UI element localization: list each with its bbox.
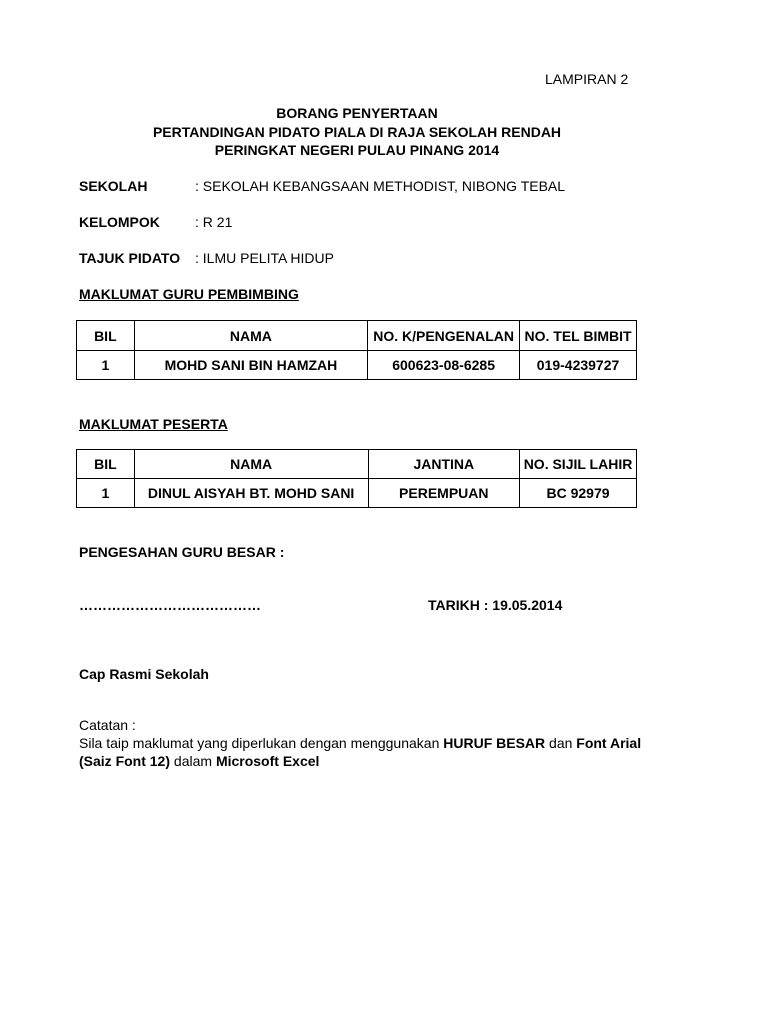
- column-header: BIL: [77, 450, 135, 479]
- catatan-line-2: [79, 753, 319, 769]
- tajuk-label: TAJUK PIDATO: [79, 250, 181, 266]
- table-cell: PEREMPUAN: [368, 479, 520, 508]
- form-subtitle-2: PERINGKAT NEGERI PULAU PINANG 2014: [214, 142, 500, 158]
- column-header: BIL: [77, 321, 135, 351]
- signature-line: …………………………………: [79, 597, 261, 613]
- catatan-emphasis: HURUF BESAR: [443, 735, 546, 751]
- catatan-text: dalam: [170, 753, 216, 769]
- guru-table: [76, 320, 637, 380]
- table-row: [77, 479, 637, 508]
- table-row: [77, 351, 637, 380]
- guru-heading: MAKLUMAT GURU PEMBIMBING: [79, 286, 299, 302]
- peserta-heading: MAKLUMAT PESERTA: [79, 416, 228, 432]
- kelompok-value: : R 21: [195, 214, 233, 230]
- table-cell: DINUL AISYAH BT. MOHD SANI: [134, 479, 368, 508]
- catatan-line-1: [79, 735, 641, 751]
- table-header-row: [77, 321, 637, 351]
- catatan-emphasis: Microsoft Excel: [215, 753, 320, 769]
- column-header: JANTINA: [368, 450, 520, 479]
- table-cell: MOHD SANI BIN HAMZAH: [134, 351, 367, 380]
- pengesahan-label: PENGESAHAN GURU BESAR :: [79, 544, 285, 560]
- tajuk-value: : ILMU PELITA HIDUP: [195, 250, 334, 266]
- form-title: BORANG PENYERTAAN: [276, 105, 438, 121]
- sekolah-value: : SEKOLAH KEBANGSAAN METHODIST, NIBONG TEBAL: [195, 178, 566, 194]
- table-cell: 1: [77, 479, 135, 508]
- peserta-table: [76, 449, 637, 508]
- table-cell: 600623-08-6285: [368, 351, 520, 380]
- column-header: NO. K/PENGENALAN: [368, 321, 520, 351]
- catatan-emphasis: (Saiz Font 12): [79, 753, 171, 769]
- sekolah-label: SEKOLAH: [79, 178, 148, 194]
- lampiran-label: LAMPIRAN 2: [545, 71, 629, 87]
- table-header-row: [77, 450, 637, 479]
- table-cell: 1: [77, 351, 135, 380]
- column-header: NO. SIJIL LAHIR: [520, 450, 637, 479]
- column-header: NAMA: [134, 450, 368, 479]
- table-cell: BC 92979: [520, 479, 637, 508]
- form-subtitle-1: PERTANDINGAN PIDATO PIALA DI RAJA SEKOLAH RENDAH: [152, 124, 562, 140]
- catatan-text: dan: [545, 735, 577, 751]
- catatan-emphasis: Font Arial: [576, 735, 642, 751]
- tarikh-date: TARIKH : 19.05.2014: [428, 597, 563, 613]
- column-header: NO. TEL BIMBIT: [520, 321, 637, 351]
- catatan-text: Sila taip maklumat yang diperlukan dengan menggunakan: [79, 735, 444, 751]
- catatan-label: Catatan :: [79, 717, 136, 733]
- cap-rasmi-label: Cap Rasmi Sekolah: [79, 666, 209, 682]
- table-cell: 019-4239727: [520, 351, 637, 380]
- column-header: NAMA: [134, 321, 367, 351]
- kelompok-label: KELOMPOK: [79, 214, 160, 230]
